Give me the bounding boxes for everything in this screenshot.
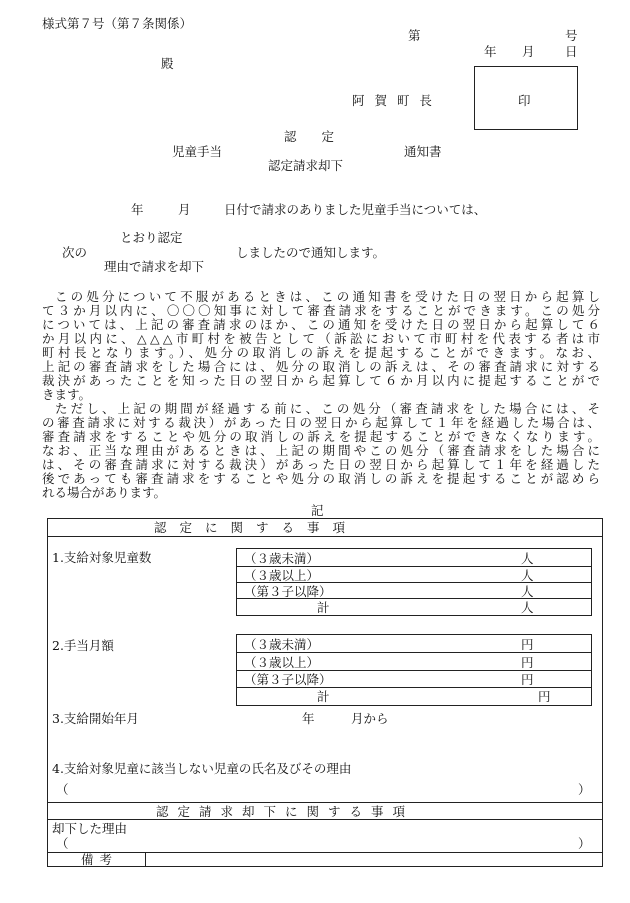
notice-line: は、その審査請求に対する裁決）があった日の翌日から起算して１年を経過した (42, 458, 600, 472)
remarks-column-divider (145, 852, 146, 866)
item1-label: 1.支給対象児童数 (52, 550, 152, 565)
section-approval-divider (47, 536, 603, 537)
notice-line: この処分について不服があるときは、この通知書を受けた日の翌日から起算し (55, 290, 600, 304)
amount-third-unit: 円 (521, 672, 534, 687)
notice-line: 上記の審査請求をした場合には、処分の取消しの訴えは、その審査請求に対する (42, 360, 600, 374)
child-count-total-unit: 人 (521, 600, 534, 615)
start-year-label: 年 (302, 711, 315, 726)
rejection-paren-close: ） (578, 836, 591, 851)
notice-line: か月以内に、△△△市町村を被告として（訴訟において市町村を代表する者は市 (42, 332, 600, 346)
item4-paren-close: ） (578, 782, 591, 797)
issuer-name: 阿 賀 町 長 (352, 93, 435, 108)
item4-paren-open: （ (56, 782, 69, 797)
notice-line: 審査請求をすることや処分の取消しの訴えを提起することができなくなります。 (42, 430, 600, 444)
form-number: 様式第７号（第７条関係） (42, 16, 193, 31)
section-rejection-divider-bottom (47, 819, 603, 820)
intro-option-approve: とおり認定 (120, 230, 183, 245)
child-count-under3-unit: 人 (521, 551, 534, 566)
intro-dated-text: 日付で請求のありました児童手当については、 (224, 202, 487, 217)
amount-under3-unit: 円 (521, 637, 534, 652)
remarks-label: 備考 (81, 852, 119, 867)
item2-label: 2.手当月額 (52, 638, 114, 653)
notice-line: なお、正当な理由があるときは、上記の期間やこの処分（審査請求をした場合に (42, 444, 600, 458)
notice-line: 裁決があったことを知った日の翌日から起算して６か月以内に提起することがで (42, 374, 600, 388)
document-number-prefix: 第 (408, 28, 421, 43)
ki-heading: 記 (311, 503, 324, 518)
child-count-over3-unit: 人 (521, 568, 534, 583)
amount-over3-label: （３歳以上） (244, 655, 320, 670)
seal-mark: 印 (518, 93, 531, 108)
intro-year-label: 年 (131, 202, 144, 217)
child-count-total-label: 計 (317, 600, 330, 615)
title-rejection: 認定請求却下 (268, 158, 344, 173)
notice-line: 後であっても審査請求をすることや処分の取消しの訴えを提起することが認めら (42, 472, 600, 486)
appeal-notice-paragraph (42, 290, 600, 500)
date-year-label: 年 (484, 44, 497, 59)
addressee-suffix: 殿 (161, 56, 174, 71)
notice-line: きます。 (42, 388, 92, 402)
monthly-amount-row-divider (236, 670, 592, 671)
remarks-divider (47, 852, 603, 853)
intro-prefix: 次の (62, 245, 88, 260)
intro-suffix: しましたので通知します。 (236, 245, 386, 260)
section-rejection-header: 認定請求却下に関する事項 (156, 804, 415, 819)
document-number-suffix: 号 (565, 28, 578, 43)
notice-line: 町村長となります。）、処分の取消しの訴えを提起することができます。なお、 (42, 346, 600, 360)
child-count-third-unit: 人 (521, 584, 534, 599)
child-count-over3-label: （３歳以上） (244, 568, 320, 583)
item4-label: 4.支給対象児童に該当しない児童の氏名及びその理由 (52, 761, 352, 776)
amount-third-label: （第３子以降） (244, 672, 332, 687)
rejection-paren-open: （ (56, 836, 69, 851)
monthly-amount-row-divider (236, 652, 592, 653)
start-month-from-label: 月から (351, 711, 389, 726)
monthly-amount-row-divider (236, 687, 592, 688)
amount-under3-label: （３歳未満） (244, 637, 320, 652)
item3-label: 3.支給開始年月 (52, 711, 139, 726)
date-day-label: 日 (565, 44, 578, 59)
rejection-reason-label: 却下した理由 (52, 821, 128, 836)
amount-total-label: 計 (317, 689, 330, 704)
amount-total-unit: 円 (538, 689, 551, 704)
notice-line: れる場合があります。 (42, 486, 167, 500)
notice-line: て３か月以内に、〇〇〇知事に対して審査請求をすることができます。この処分 (42, 304, 600, 318)
intro-month-label: 月 (178, 202, 191, 217)
notice-line: ただし、上記の期間が経過する前に、この処分（審査請求をした場合には、そ (55, 402, 600, 416)
section-approval-header: 認定に関する事項 (154, 520, 359, 535)
child-count-third-label: （第３子以降） (244, 584, 332, 599)
title-notice: 通知書 (404, 144, 442, 159)
title-approval: 認 定 (284, 129, 335, 144)
notice-line: の審査請求に対する裁決）があった日の翌日から起算して１年を経過した場合は、 (42, 416, 600, 430)
intro-option-reject: 理由で請求を却下 (104, 259, 205, 274)
amount-over3-unit: 円 (521, 655, 534, 670)
title-child-allowance: 児童手当 (172, 144, 223, 159)
date-month-label: 月 (522, 44, 535, 59)
child-count-under3-label: （３歳未満） (244, 551, 320, 566)
section-rejection-divider-top (47, 802, 603, 803)
notice-line: については、上記の審査請求のほか、この通知を受けた日の翌日から起算して６ (42, 318, 600, 332)
child-count-row-divider (236, 566, 592, 567)
